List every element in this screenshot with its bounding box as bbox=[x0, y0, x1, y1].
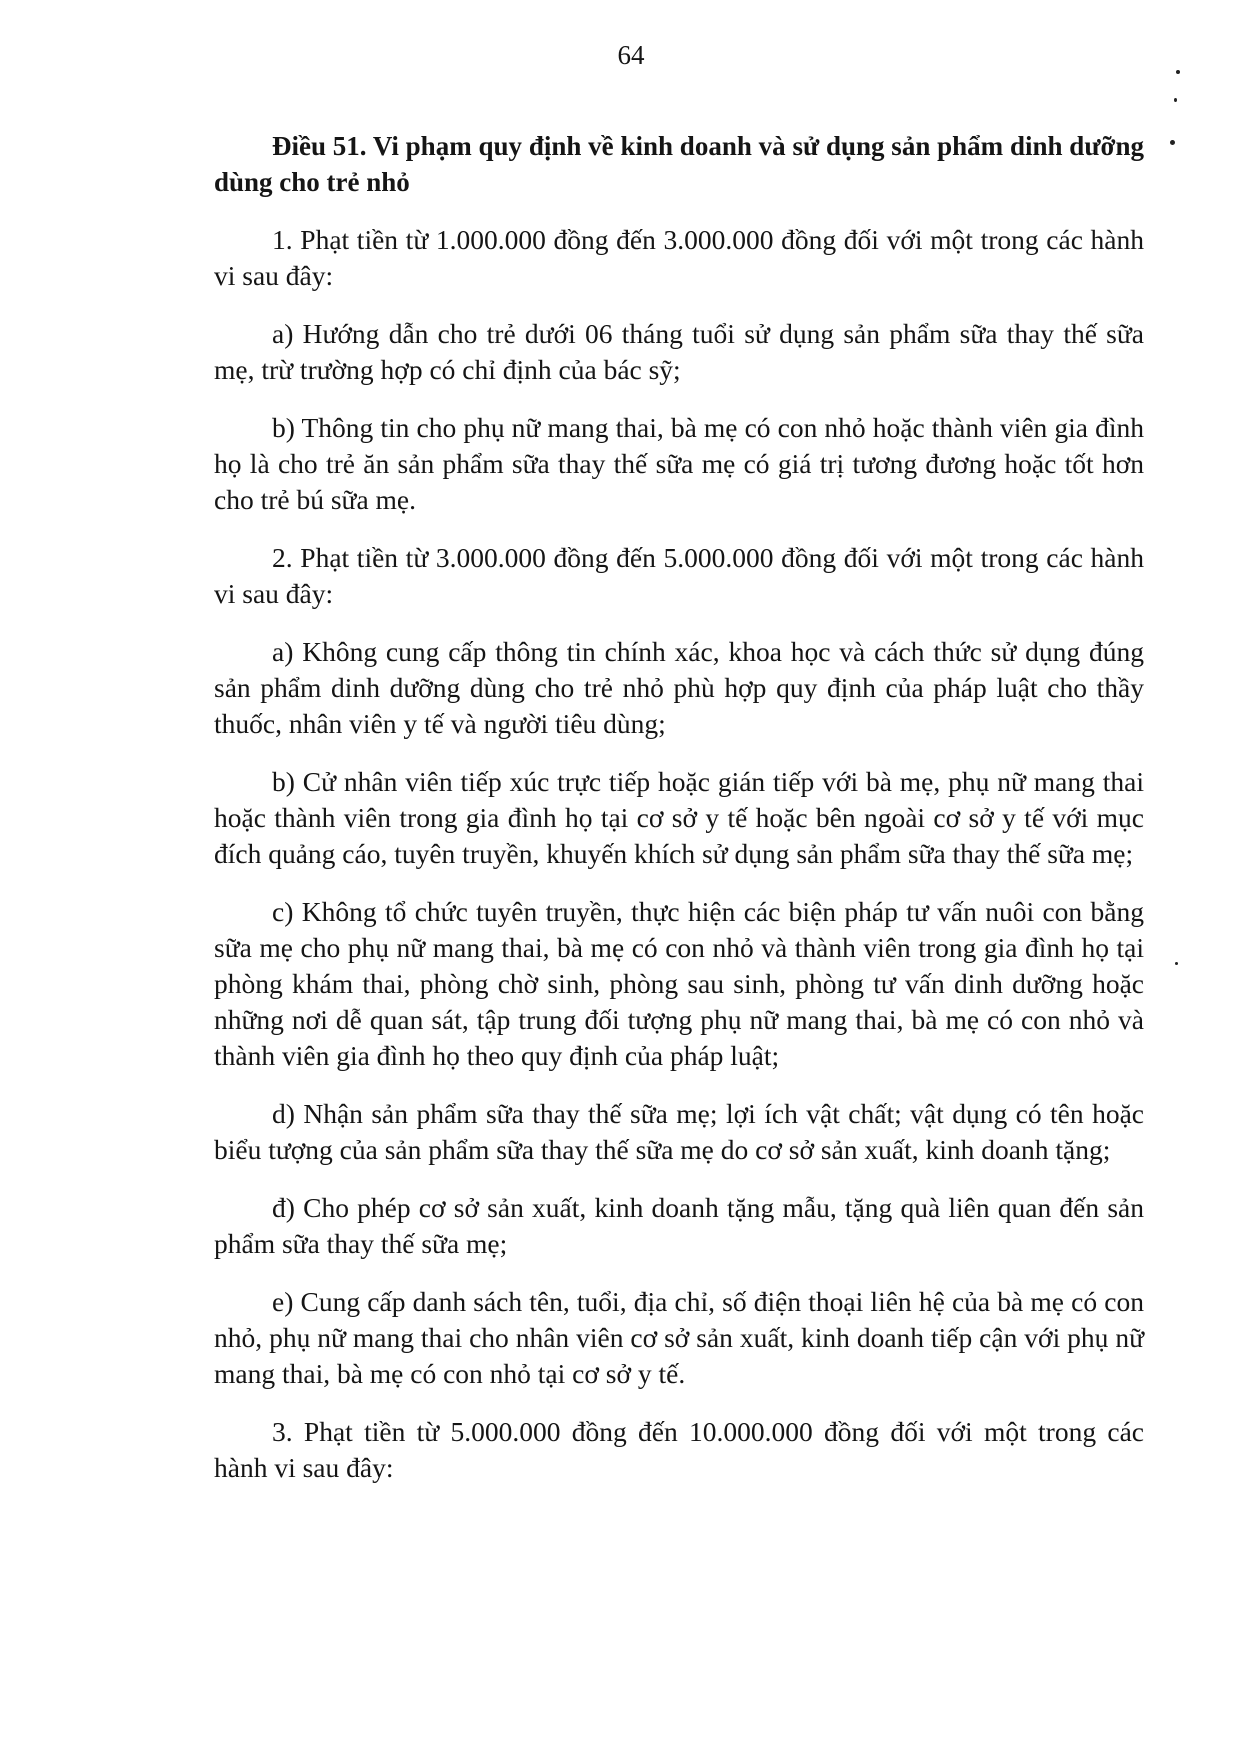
article-title: Điều 51. Vi phạm quy định về kinh doanh và sử dụng sản phẩm dinh dưỡng dùng cho trẻ nhỏ bbox=[214, 131, 1144, 197]
clause-1: 1. Phạt tiền từ 1.000.000 đồng đến 3.000.000 đồng đối với một trong các hành vi sau đây: bbox=[214, 224, 1144, 291]
article-body bbox=[214, 128, 1144, 1508]
scan-speck bbox=[1175, 962, 1178, 965]
scan-speck bbox=[1176, 70, 1180, 74]
scan-speck bbox=[1174, 98, 1177, 102]
clause-3: 3. Phạt tiền từ 5.000.000 đồng đến 10.000.000 đồng đối với một trong các hành vi sau đây: bbox=[214, 1416, 1144, 1483]
clause-1-point-a: a) Hướng dẫn cho trẻ dưới 06 tháng tuổi sử dụng sản phẩm sữa thay thế sữa mẹ, trừ trường hợp có chỉ định của bác sỹ; bbox=[214, 318, 1144, 385]
clause-2-point-a: a) Không cung cấp thông tin chính xác, khoa học và cách thức sử dụng đúng sản phẩm dinh dưỡng dùng cho trẻ nhỏ phù hợp quy định của pháp luật cho thầy thuốc, nhân viên y tế và người tiêu dùng; bbox=[214, 636, 1144, 739]
clause-2-point-c: c) Không tổ chức tuyên truyền, thực hiện các biện pháp tư vấn nuôi con bằng sữa mẹ cho phụ nữ mang thai, bà mẹ có con nhỏ và thành viên trong gia đình họ tại phòng khám thai, phòng chờ sinh, phòng sau sinh, phòng tư vấn dinh dưỡng hoặc những nơi dễ quan sát, tập trung đối tượng phụ nữ mang thai, bà mẹ có con nhỏ và thành viên gia đình họ theo quy định của pháp luật; bbox=[214, 896, 1144, 1071]
scan-speck bbox=[1170, 140, 1175, 145]
clause-2: 2. Phạt tiền từ 3.000.000 đồng đến 5.000.000 đồng đối với một trong các hành vi sau đây: bbox=[214, 542, 1144, 609]
clause-2-point-d: d) Nhận sản phẩm sữa thay thế sữa mẹ; lợi ích vật chất; vật dụng có tên hoặc biểu tượng của sản phẩm sữa thay thế sữa mẹ do cơ sở sản xuất, kinh doanh tặng; bbox=[214, 1098, 1144, 1165]
page-number: 64 bbox=[617, 40, 645, 70]
clause-2-point-dd: đ) Cho phép cơ sở sản xuất, kinh doanh tặng mẫu, tặng quà liên quan đến sản phẩm sữa thay thế sữa mẹ; bbox=[214, 1192, 1144, 1259]
clause-2-point-b: b) Cử nhân viên tiếp xúc trực tiếp hoặc gián tiếp với bà mẹ, phụ nữ mang thai hoặc thành viên trong gia đình họ tại cơ sở y tế hoặc bên ngoài cơ sở y tế với mục đích quảng cáo, tuyên truyền, khuyến khích sử dụng sản phẩm sữa thay thế sữa mẹ; bbox=[214, 766, 1144, 869]
clause-2-point-e: e) Cung cấp danh sách tên, tuổi, địa chỉ, số điện thoại liên hệ của bà mẹ có con nhỏ, phụ nữ mang thai cho nhân viên cơ sở sản xuất, kinh doanh tiếp cận với phụ nữ mang thai, bà mẹ có con nhỏ tại cơ sở y tế. bbox=[214, 1286, 1144, 1389]
clause-1-point-b: b) Thông tin cho phụ nữ mang thai, bà mẹ có con nhỏ hoặc thành viên gia đình họ là cho trẻ ăn sản phẩm sữa thay thế sữa mẹ có giá trị tương đương hoặc tốt hơn cho trẻ bú sữa mẹ. bbox=[214, 412, 1144, 515]
